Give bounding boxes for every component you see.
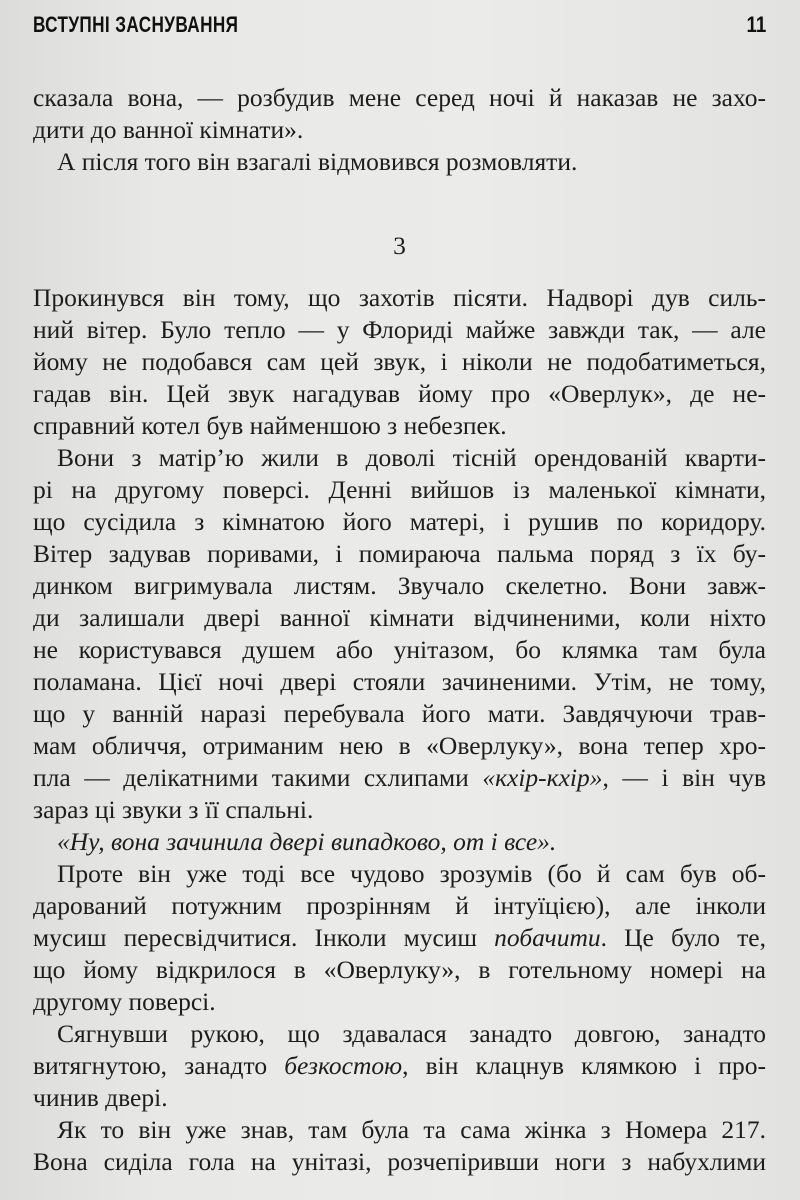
text-line — [33, 314, 766, 346]
text-segment: , — і він чув — [602, 763, 766, 792]
text-line — [33, 922, 766, 954]
text-segment: другому поверсі. — [33, 987, 216, 1016]
text-segment: пла — делікатними такими схлипами — [33, 763, 483, 792]
text-block-intro — [33, 82, 766, 178]
text-segment: Проте він уже тоді все чудово зрозумів (бо й сам був об- — [57, 859, 766, 888]
text-line — [33, 890, 766, 922]
text-segment: мусиш пересвідчитися. Інколи мусиш — [33, 923, 495, 952]
text-segment: чинив двері. — [33, 1083, 168, 1112]
text-segment: поламана. Цієї ночі двері стояли зачиненими. Утім, не тому, — [33, 667, 766, 696]
text-segment: ди залишали двері ванної кімнати відчиненими, коли ніхто — [33, 603, 766, 632]
text-line — [33, 282, 766, 314]
text-segment: Як то він уже знав, там була та сама жінка з Номера 217. — [57, 1115, 766, 1144]
text-line — [33, 506, 766, 538]
text-line — [33, 858, 766, 890]
text-segment: йому не подобався сам цей звук, і ніколи не подобатиметься, — [33, 347, 766, 376]
page-number: 11 — [746, 12, 766, 37]
text-line — [33, 1146, 766, 1178]
text-segment: витягнутою, занадто — [33, 1051, 285, 1080]
text-segment: А після того він взагалі відмовився розмовляти. — [57, 147, 578, 176]
text-line — [33, 1018, 766, 1050]
text-line — [33, 146, 766, 178]
text-line — [33, 570, 766, 602]
text-segment: Вона сиділа гола на унітазі, розчепіривши ноги з набухлими — [33, 1147, 766, 1176]
text-line — [33, 698, 766, 730]
text-segment: сказала вона, — розбудив мене серед ночі й наказав не захо- — [33, 83, 766, 112]
text-line — [33, 730, 766, 762]
section-heading — [33, 230, 766, 262]
page-header — [33, 12, 766, 42]
text-line — [33, 114, 766, 146]
text-segment: мам обличчя, отриманим нею в «Оверлуку», вона тепер хро- — [33, 731, 766, 760]
text-segment: Сягнувши рукою, що здавалася занадто довгою, занадто — [57, 1019, 766, 1048]
text-segment: Вони з матір’ю жили в доволі тісній орендованій кварти- — [57, 443, 766, 472]
text-segment: що сусідила з кімнатою його матері, і рушив по коридору. — [33, 507, 766, 536]
text-line — [33, 82, 766, 114]
text-line — [33, 602, 766, 634]
text-line — [33, 794, 766, 826]
text-segment: не користувався душем або унітазом, бо клямка там була — [33, 635, 766, 664]
text-line — [33, 346, 766, 378]
text-segment: що йому відкрилося в «Оверлуку», в готельному номері на — [33, 955, 766, 984]
text-line — [33, 826, 766, 858]
text-line — [33, 986, 766, 1018]
text-line — [33, 762, 766, 794]
text-segment: динком вигримувала листям. Звучало скелетно. Вони завж- — [33, 571, 766, 600]
text-segment: Прокинувся він тому, що захотів пісяти. Надворі дув силь- — [33, 283, 766, 312]
text-line — [33, 954, 766, 986]
italic-text: побачити — [494, 923, 601, 952]
text-segment: зараз ці звуки з її спальні. — [33, 795, 314, 824]
text-line — [33, 1082, 766, 1114]
text-segment: . Це було те, — [600, 923, 766, 952]
text-line — [33, 410, 766, 442]
italic-text: «кхір-кхір» — [482, 763, 603, 792]
text-line — [33, 634, 766, 666]
italic-text: «Ну, вона зачинила двері випадково, от і все». — [57, 827, 557, 856]
text-segment: дарований потужним прозрінням й інтуїцією), але інколи — [33, 891, 766, 920]
text-segment: дити до ванної кімнати». — [33, 115, 304, 144]
running-title: ВСТУПНІ ЗАСНУВАННЯ — [33, 12, 239, 37]
text-line — [33, 1050, 766, 1082]
text-segment: справний котел був найменшою з небезпек. — [33, 411, 507, 440]
text-segment: гадав він. Цей звук нагадував йому про «Оверлук», де не- — [33, 379, 766, 408]
text-segment: що у ванній наразі перебувала його мати. Завдячуючи трав- — [33, 699, 766, 728]
text-line — [33, 378, 766, 410]
italic-text: безкостою — [284, 1051, 403, 1080]
text-segment: ний вітер. Було тепло — у Флориді майже завжди так, — але — [33, 315, 766, 344]
text-line — [33, 1114, 766, 1146]
text-segment: рі на другому поверсі. Денні вийшов із маленької кімнати, — [33, 475, 766, 504]
text-line — [33, 666, 766, 698]
section-number: 3 — [393, 231, 406, 260]
text-line — [33, 442, 766, 474]
text-line — [33, 474, 766, 506]
text-segment: Вітер задував поривами, і помираюча пальма поряд з їх бу- — [33, 539, 766, 568]
text-segment: , він клацнув клямкою і про- — [402, 1051, 767, 1080]
text-line — [33, 538, 766, 570]
text-block-section-3 — [33, 282, 766, 1178]
